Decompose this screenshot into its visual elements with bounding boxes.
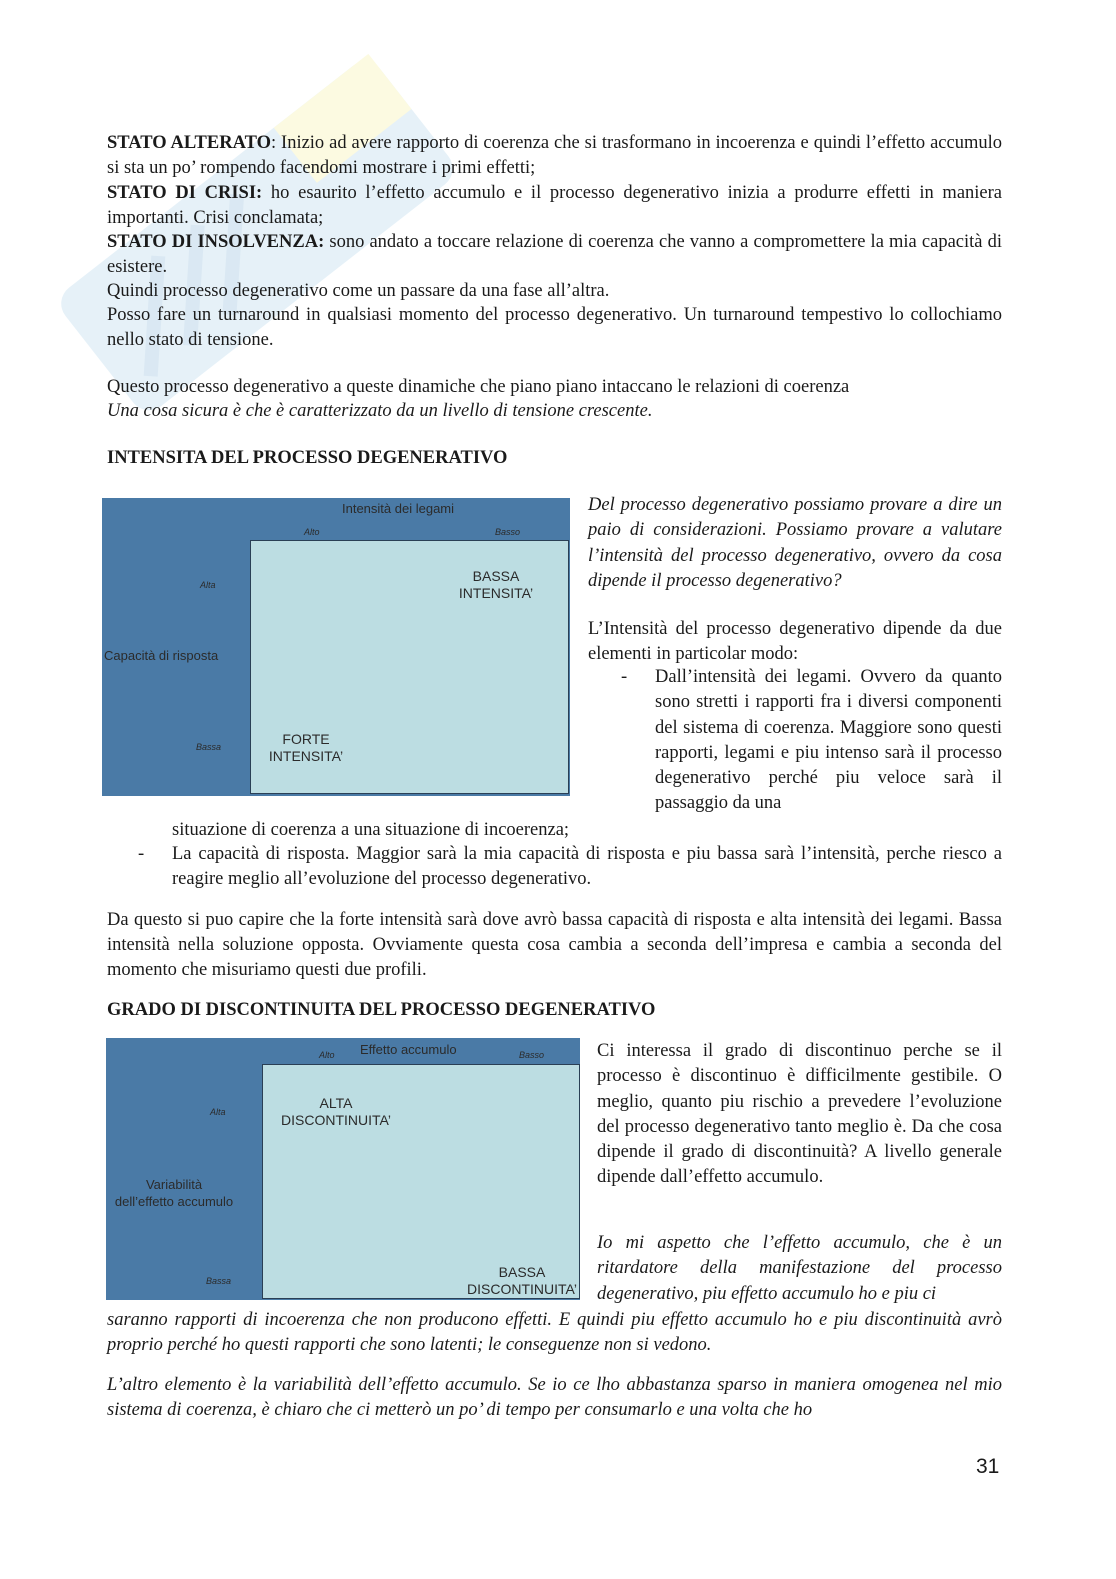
matrix-cell-bassa-intensita: BASSA INTENSITA’ [458, 568, 534, 601]
matrix-top-title: Intensità dei legami [342, 501, 455, 516]
matrix-col-high: Alto [319, 1050, 335, 1060]
paragraph-ritardatore: Io mi aspetto che l’effetto accumulo, che è un ritardatore della manifestazione del processo degenerativo, piu effetto accumulo ho e piu ci [597, 1233, 1002, 1304]
matrix-row-high: Alta [210, 1107, 226, 1117]
paragraph-dinamiche: Questo processo degenerativo a queste dinamiche che piano piano intaccano le relazioni di coerenza [107, 377, 850, 397]
matrix-col-low: Basso [519, 1050, 545, 1060]
bullet-intensita-legami: Dall’intensità dei legami. Ovvero da quanto sono stretti i rapporti fra i diversi componenti del sistema di coerenza. Maggiore sono questi rapporti, legami e piu intenso sarà il processo degenerativo perché piu veloce sarà il passaggio da una [655, 667, 1002, 814]
matrix-cell-forte-intensita: FORTE INTENSITA’ [268, 731, 344, 764]
matrix-col-high: Alto [304, 527, 320, 537]
paragraph-turnaround: Posso fare un turnaround in qualsiasi momento del processo degenerativo. Un turnaround tempestivo lo collochiamo nello stato di tensione. [107, 305, 1002, 350]
intensity-matrix [102, 498, 570, 796]
paragraph-fase: Quindi processo degenerativo come un passare da una fase all’altra. [107, 281, 610, 301]
bullet-capacita-risposta: La capacità di risposta. Maggior sarà la mia capacità di risposta e piu bassa sarà l’intensità, perche riesco a reagire meglio all’evoluzione del processo degenerativo. [172, 844, 1002, 889]
paragraph-conclusione: Da questo si puo capire che la forte intensità sarà dove avrò bassa capacità di risposta e alta intensità dei legami. Bassa intensità nella soluzione opposta. Ovviamente questa cosa cambia a seconda dell’impresa e cambia a seconda del momento che misuriamo questi due profili. [107, 910, 1002, 980]
discontinuity-matrix [106, 1038, 580, 1300]
matrix-row-low: Bassa [196, 742, 222, 752]
paragraph-grado-discontinuo: Ci interessa il grado di discontinuo perche se il processo è discontinuo è difficilmente gestibile. O meglio, quanto piu rischio a prevedere l’evoluzione del processo degenerativo tanto meglio è. Da che cosa dipende il grado di discontinuità? A livello generale dipende dall’effetto accumulo. [597, 1041, 1002, 1188]
paragraph-variabilita: L’altro elemento è la variabilità dell’effetto accumulo. Se io ce lho abbastanza sparso in maniera omogenea nel mio sistema di coerenza, è chiaro che ci metterò un po’ di tempo per consumarlo e una volta che ho [107, 1375, 1002, 1420]
matrix-cell-bassa-discontinuita: BASSA DISCONTINUITA’ [467, 1264, 577, 1297]
matrix-side-title: Variabilità dell’effetto accumulo [114, 1177, 234, 1209]
paragraph-stato-alterato: STATO ALTERATO: Inizio ad avere rapporto di coerenza che si trasformano in incoerenza e quindi l’effetto accumulo si sta un po’ rompendo facendomi mostrare i primi effetti; [107, 133, 1002, 178]
heading-discontinuita: GRADO DI DISCONTINUITA DEL PROCESSO DEGENERATIVO [107, 1000, 656, 1020]
paragraph-stato-crisi: STATO DI CRISI: ho esaurito l’effetto accumulo e il processo degenerativo inizia a produrre effetti in maniera importanti. Crisi conclamata; [107, 183, 1003, 228]
page-number: 31 [976, 1455, 1000, 1478]
paragraph-stato-insolvenza: STATO DI INSOLVENZA: sono andato a toccare relazione di coerenza che vanno a compromettere la mia capacità di esistere. [107, 232, 1002, 277]
bullet-dash: - [138, 844, 145, 864]
paragraph-rapporti-latenti: saranno rapporti di incoerenza che non producono effetti. E quindi piu effetto accumulo ho e piu discontinuità avrò proprio perché ho questi rapporti che sono latenti; le conseguenze non si vedono. [107, 1310, 1002, 1355]
matrix-cell-alta-discontinuita: ALTA DISCONTINUITA’ [281, 1095, 391, 1128]
matrix-top-title: Effetto accumulo [360, 1042, 457, 1057]
matrix-side-title: Capacità di risposta [104, 648, 219, 663]
matrix-col-low: Basso [495, 527, 521, 537]
heading-intensita: INTENSITA DEL PROCESSO DEGENERATIVO [107, 448, 508, 468]
bullet-intensita-legami-cont: situazione di coerenza a una situazione di incoerenza; [172, 820, 570, 840]
paragraph-considerazioni: Del processo degenerativo possiamo provare a dire un paio di considerazioni. Possiamo provare a valutare l’intensità del processo degenerativo, ovvero da cosa dipende il processo degenerativo? [588, 495, 1002, 591]
paragraph-due-elementi: L’Intensità del processo degenerativo dipende da due elementi in particolar modo: [588, 619, 1002, 665]
bullet-dash: - [621, 667, 628, 687]
matrix-row-low: Bassa [206, 1276, 232, 1286]
paragraph-tensione: Una cosa sicura è che è caratterizzato da un livello di tensione crescente. [107, 401, 653, 421]
matrix-row-high: Alta [200, 580, 216, 590]
